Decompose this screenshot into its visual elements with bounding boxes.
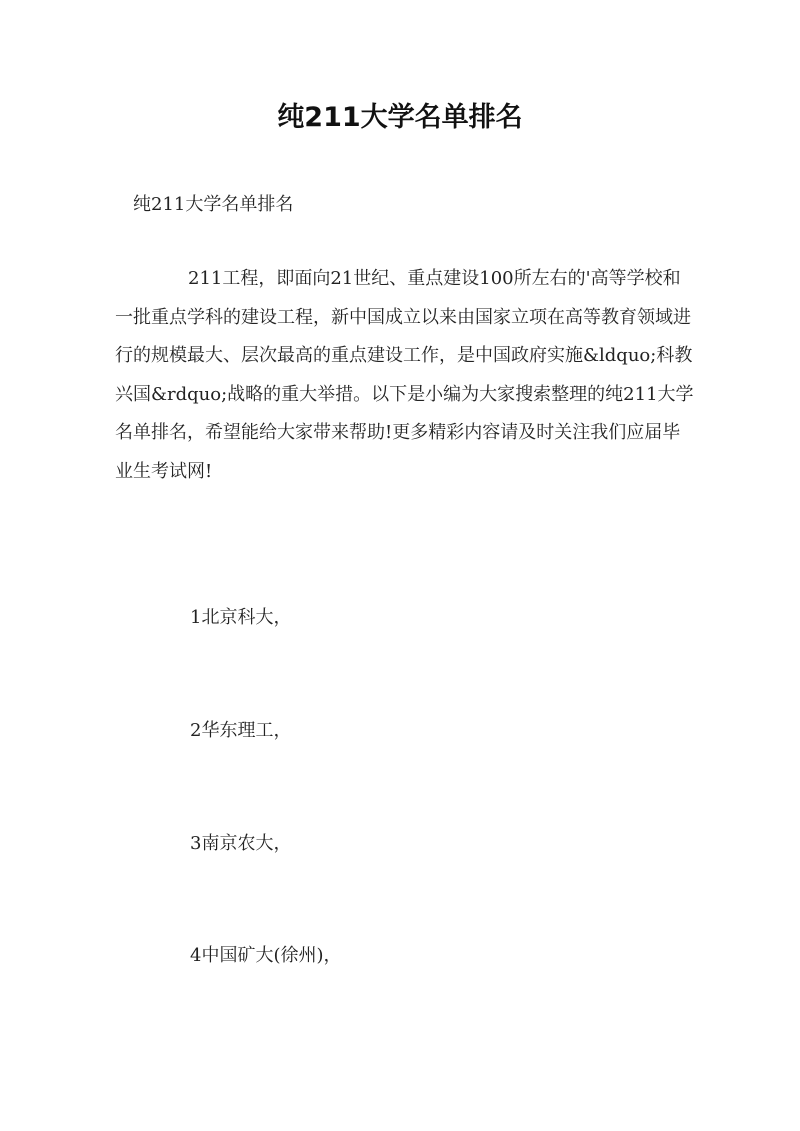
- list-item: 2华东理工，: [190, 720, 292, 741]
- list-item: 3南京农大，: [190, 833, 292, 854]
- intro-paragraph: 211工程，即面向21世纪、重点建设100所左右的'高等学校和一批重点学科的建设工程，新中国成立以来由国家立项在高等教育领域进行的规模最大、层次最高的重点建设工作，是中国政府实施&ldquo;科教兴国&rdquo;战略的重大举措。以下是小编为大家搜索整理的纯211大学名单排名，希望能给大家带来帮助!更多精彩内容请及时关注我们应届毕业生考试网!: [115, 268, 694, 482]
- document-subtitle: 纯211大学名单排名: [133, 194, 294, 215]
- page-title: 纯211大学名单排名: [277, 102, 523, 133]
- list-item: 1北京科大，: [190, 607, 292, 628]
- list-item: 4中国矿大(徐州)，: [190, 945, 342, 966]
